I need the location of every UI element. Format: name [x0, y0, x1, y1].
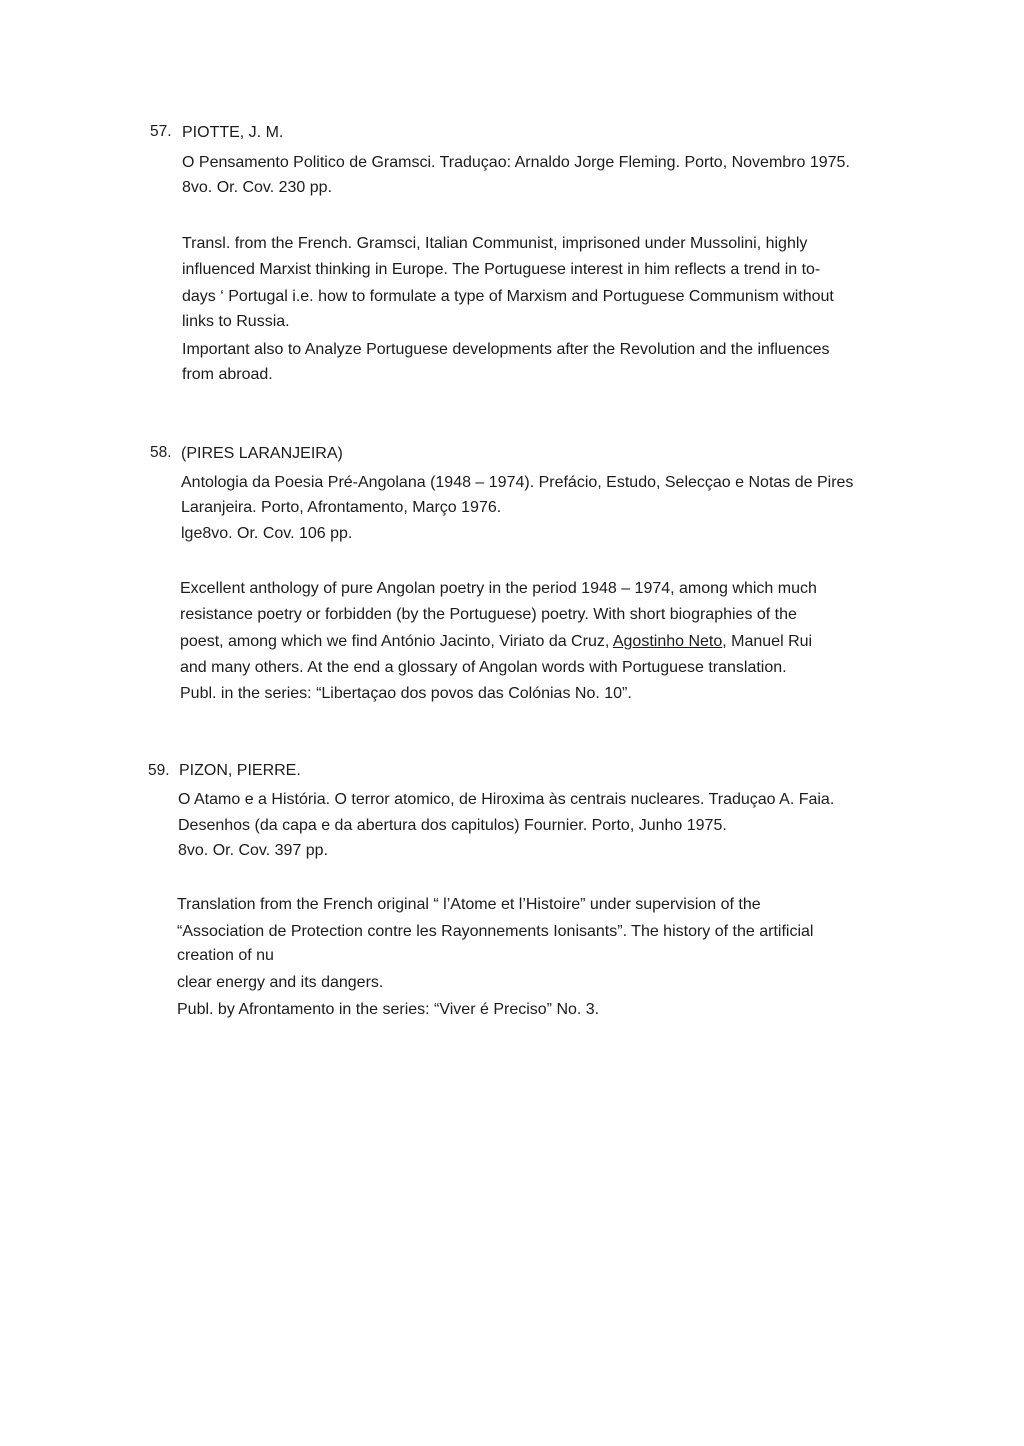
entry-author: PIZON, PIERRE. — [179, 762, 301, 779]
citation-line: lge8vo. Or. Cov. 106 pp. — [181, 525, 353, 542]
description-line: creation of nu — [177, 947, 274, 964]
entry-number: 57. — [150, 123, 172, 140]
citation-line: 8vo. Or. Cov. 230 pp. — [182, 179, 333, 196]
description-line: resistance poetry or forbidden (by the Portuguese) poetry. With short biographies of the — [180, 606, 797, 623]
description-line: Publ. by Afrontamento in the series: “Viver é Preciso” No. 3. — [177, 1001, 600, 1018]
description-line: Translation from the French original “ l’Atome et l’Histoire” under supervision of the — [177, 896, 761, 913]
description-line: links to Russia. — [182, 313, 290, 330]
entry-author: PIOTTE, J. M. — [182, 124, 284, 141]
description-line — [180, 632, 812, 652]
description-line: Transl. from the French. Gramsci, Italian Communist, imprisoned under Mussolini, highly — [182, 235, 808, 252]
citation-line: O Atamo e a História. O terror atomico, de Hiroxima às centrais nucleares. Traduçao A. Faia. — [178, 791, 835, 808]
description-line: influenced Marxist thinking in Europe. The Portuguese interest in him reflects a trend in to- — [182, 261, 821, 278]
description-text: poest, among which we find António Jacinto, Viriato da Cruz, — [180, 633, 613, 650]
underlined-name: Agostinho Neto — [612, 633, 723, 650]
description-line: clear energy and its dangers. — [177, 974, 384, 991]
description-line: “Association de Protection contre les Rayonnements Ionisants”. The history of the artificial — [177, 923, 814, 940]
entry-author: (PIRES LARANJEIRA) — [181, 445, 343, 462]
description-line: from abroad. — [182, 366, 273, 383]
citation-line: 8vo. Or. Cov. 397 pp. — [178, 842, 329, 859]
description-line: Publ. in the series: “Libertaçao dos povos das Colónias No. 10”. — [180, 685, 632, 702]
citation-line: Laranjeira. Porto, Afrontamento, Março 1976. — [181, 499, 502, 516]
entry-number: 59. — [148, 762, 170, 779]
description-line: and many others. At the end a glossary of Angolan words with Portuguese translation. — [180, 659, 787, 676]
citation-line: Antologia da Poesia Pré-Angolana (1948 – 1974). Prefácio, Estudo, Selecçao e Notas de Pires — [181, 474, 854, 491]
entry-number: 58. — [150, 444, 172, 461]
citation-line: Desenhos (da capa e da abertura dos capitulos) Fournier. Porto, Junho 1975. — [178, 817, 727, 834]
description-text: , Manuel Rui — [722, 633, 813, 650]
description-line: Excellent anthology of pure Angolan poetry in the period 1948 – 1974, among which much — [180, 580, 817, 597]
citation-line: O Pensamento Politico de Gramsci. Traduçao: Arnaldo Jorge Fleming. Porto, Novembro 1975. — [182, 154, 850, 171]
description-line: Important also to Analyze Portuguese developments after the Revolution and the influences — [182, 341, 830, 358]
description-line: days ‘ Portugal i.e. how to formulate a type of Marxism and Portuguese Communism without — [182, 288, 834, 305]
